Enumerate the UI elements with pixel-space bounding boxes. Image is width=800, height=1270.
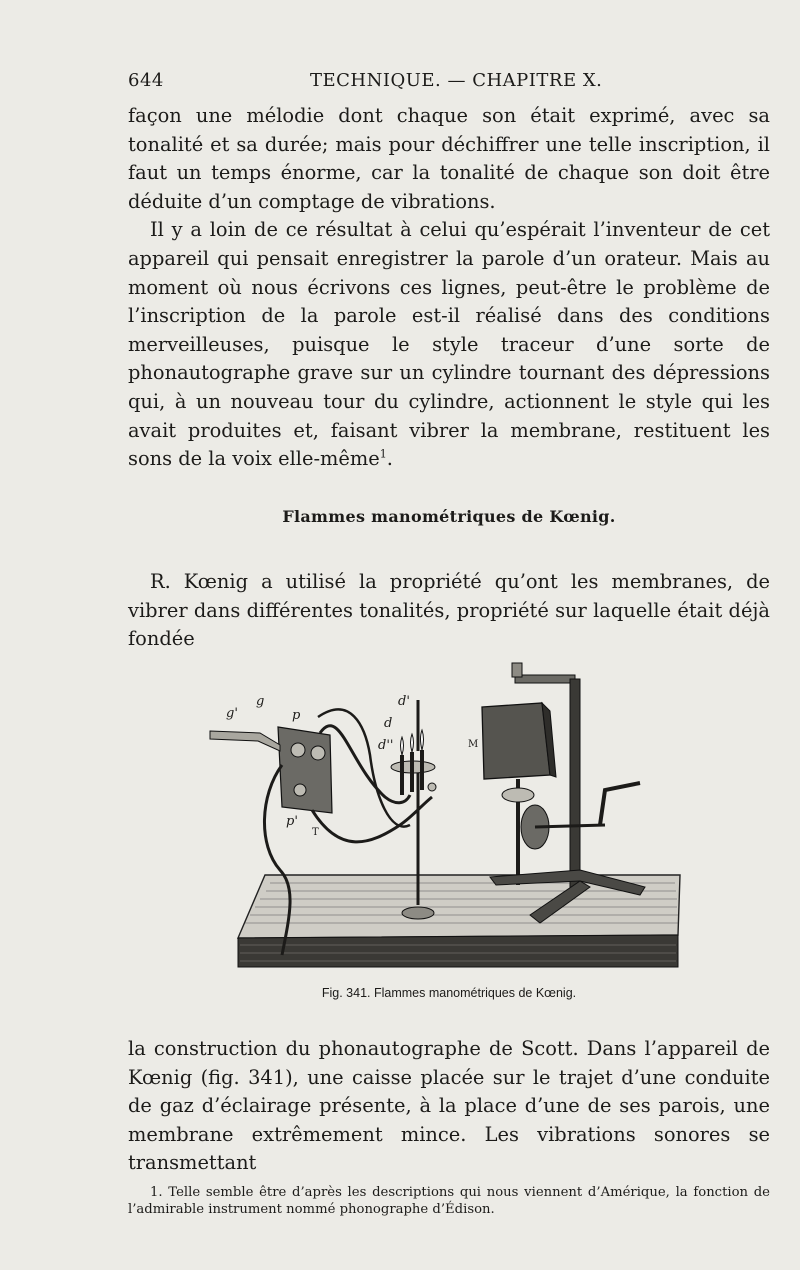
capsule-screw-bottom — [294, 784, 306, 796]
label-p: p — [292, 708, 301, 723]
label-T: T — [312, 827, 319, 838]
label-g-prime: g' — [226, 706, 238, 721]
running-head — [128, 70, 768, 100]
body-text-bottom — [128, 1035, 770, 1178]
footnote-ref: 1 — [379, 447, 387, 461]
page-number: 644 — [128, 70, 164, 91]
body-text-top — [128, 102, 770, 474]
rotating-mirror — [482, 703, 550, 779]
burner-jet-2 — [410, 752, 414, 792]
gear-upper — [502, 788, 534, 802]
capsule-screw-top — [291, 743, 305, 757]
burner-valve — [428, 783, 436, 791]
flame-1 — [401, 737, 404, 755]
mouthpiece-tube — [210, 731, 280, 751]
label-d-prime: d' — [398, 694, 410, 709]
burner-jet-3 — [420, 750, 424, 790]
label-d: d — [384, 716, 393, 731]
footnote — [128, 1184, 770, 1218]
koenig-apparatus-illustration — [200, 655, 700, 970]
paragraph-continuation: façon une mélodie dont chaque son était exprimé, avec sa tonalité et sa durée; mais pour déchiffrer une telle inscription, il faut un temps énorme, car la tonalité de chaque son doit être déduite d’un comptage de vibrations. — [128, 104, 770, 213]
crank-handle — [600, 783, 640, 825]
body-text-middle — [128, 568, 770, 654]
paragraph-koenig-intro: R. Kœnig a utilisé la propriété qu’ont les membranes, de vibrer dans différentes tonalités, propriété sur laquelle était déjà fondée — [128, 570, 770, 651]
paragraph-phonograph-text: Il y a loin de ce résultat à celui qu’espérait l’inventeur de cet appareil qui pensait enregistrer la parole d’un orateur. Mais au moment où nous écrivons ces lignes, peut-être le problème de l’inscription de la parole est-il réalisé dans des conditions merveilleuses, puisque le style traceur d’une sorte de phonautographe grave sur un cylindre tournant des dépressions qui, à un nouveau tour du cylindre, actionnent le style qui les avait produites et, faisant vibrer la membrane, restituent les sons de la voix elle-même — [128, 218, 770, 471]
paragraph-phonograph — [128, 216, 770, 473]
label-p-prime: p' — [286, 814, 298, 829]
mirror-frame-top — [515, 675, 575, 683]
mirror-knob — [512, 663, 522, 677]
burner-jet-1 — [400, 755, 404, 795]
chapter-title: TECHNIQUE. — CHAPITRE X. — [310, 70, 603, 91]
label-d-double-prime: d'' — [378, 738, 394, 753]
crank-axle — [535, 825, 605, 827]
figure-caption: Fig. 341. Flammes manométriques de Kœnig. — [321, 986, 577, 1000]
flame-2 — [411, 734, 414, 752]
capsule-screw-right — [311, 746, 325, 760]
label-g: g — [256, 694, 265, 709]
flame-3 — [421, 730, 424, 750]
burner-stand-foot — [402, 907, 434, 919]
paragraph-koenig-description: la construction du phonautographe de Scott. Dans l’appareil de Kœnig (fig. 341), une caisse placée sur le trajet d’une conduite de gaz d’éclairage présente, à la place d’une de ses parois, une membrane extrêmement mince. Les vibrations sonores se transmettant — [128, 1037, 770, 1175]
paragraph-end-period: . — [386, 447, 393, 471]
figure-engraving — [200, 655, 700, 970]
label-M: M — [468, 739, 479, 750]
section-heading: Flammes manométriques de Kœnig. — [282, 507, 616, 526]
frame-column — [570, 679, 580, 889]
footnote-text: 1. Telle semble être d’après les descriptions qui nous viennent d’Amérique, la fonction de l’admirable instrument nommé phonographe d’Édison. — [128, 1185, 770, 1217]
wooden-base-front — [238, 935, 678, 967]
manometric-capsule — [278, 727, 332, 813]
